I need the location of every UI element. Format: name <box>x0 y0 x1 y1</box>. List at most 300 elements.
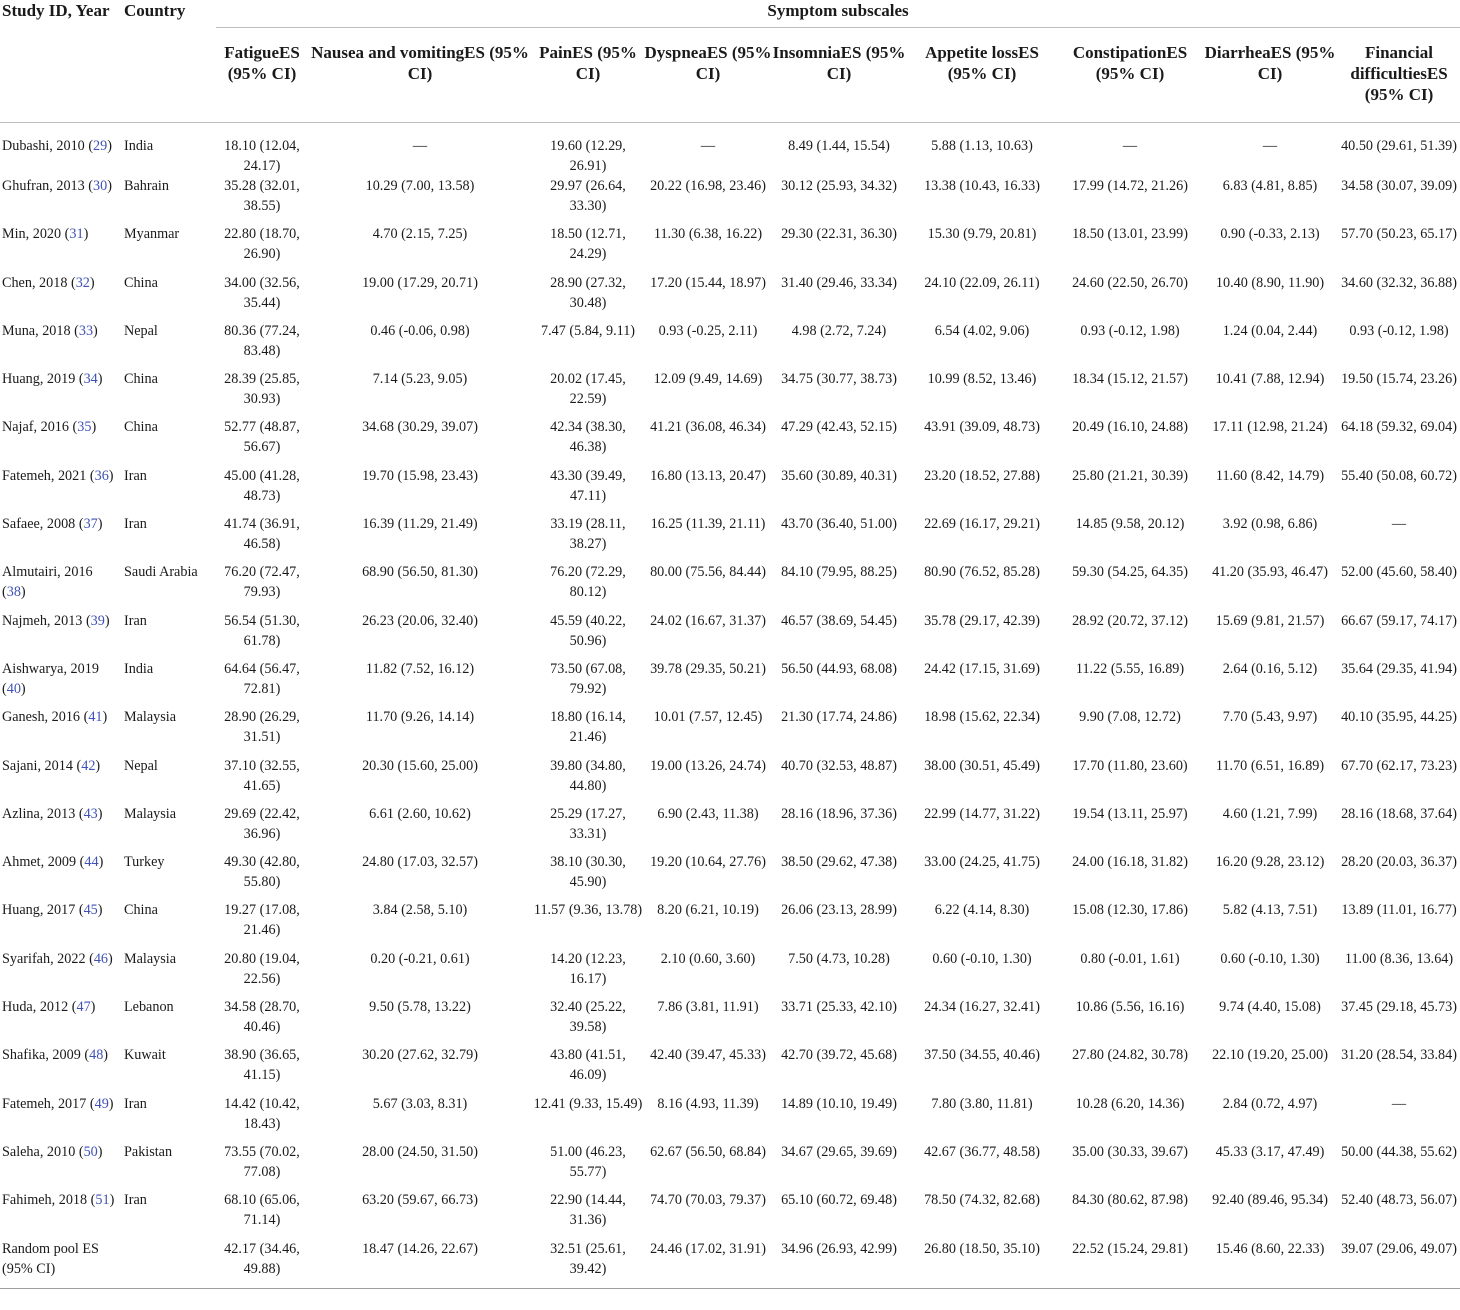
reference-link[interactable]: 44 <box>84 854 99 871</box>
value-cell: 10.28 (6.20, 14.36) <box>1075 1095 1185 1112</box>
study-cell: Azlina, 2013 (43) <box>2 805 103 822</box>
value-cell: 28.39 (25.85, 30.93) <box>224 371 300 408</box>
value-cell: 80.90 (76.52, 85.28) <box>924 564 1040 581</box>
value-cell: 7.70 (5.43, 9.97) <box>1222 709 1318 726</box>
value-cell: 0.93 (-0.25, 2.11) <box>658 322 758 339</box>
value-cell: — <box>700 138 716 154</box>
country-cell: China <box>124 419 158 436</box>
value-cell: 8.16 (4.93, 11.39) <box>657 1095 759 1112</box>
value-cell: 19.00 (17.29, 20.71) <box>362 274 478 291</box>
table-row <box>0 756 1460 804</box>
study-name: Fatemeh, 2017 <box>2 1095 87 1112</box>
value-cell: 2.10 (0.60, 3.60) <box>660 950 756 967</box>
value-cell: 19.00 (13.26, 24.74) <box>650 757 766 774</box>
column-header: PainES (95% CI) <box>532 28 644 123</box>
value-cell: 0.20 (-0.21, 0.61) <box>370 950 470 967</box>
value-cell: 28.20 (20.03, 36.37) <box>1341 854 1457 871</box>
value-cell: 78.50 (74.32, 82.68) <box>924 1192 1040 1209</box>
value-cell: 45.33 (3.17, 47.49) <box>1215 1143 1325 1160</box>
value-cell: 19.27 (17.08, 21.46) <box>224 902 300 939</box>
value-cell: 80.36 (77.24, 83.48) <box>224 322 300 359</box>
value-cell: 42.17 (34.46, 49.88) <box>216 1239 308 1289</box>
value-cell: 32.40 (25.22, 39.58) <box>550 999 626 1036</box>
value-cell: 42.34 (38.30, 46.38) <box>550 419 626 456</box>
value-cell: 11.30 (6.38, 16.22) <box>653 226 763 243</box>
value-cell: 11.00 (8.36, 13.64) <box>1344 950 1454 967</box>
table-row <box>0 1239 1460 1289</box>
value-cell: 21.30 (17.74, 24.86) <box>781 709 897 726</box>
study-cell: Huang, 2019 (34) <box>2 371 103 388</box>
value-cell: 0.60 (-0.10, 1.30) <box>1220 950 1320 967</box>
value-cell: 5.88 (1.13, 10.63) <box>931 138 1033 154</box>
table-row <box>0 997 1460 1045</box>
study-cell: Huda, 2012 (47) <box>2 999 96 1016</box>
reference-link[interactable]: 45 <box>83 902 98 919</box>
value-cell: 38.50 (29.62, 47.38) <box>781 854 897 871</box>
value-cell: 39.07 (29.06, 49.07) <box>1338 1239 1460 1289</box>
study-name: Najaf, 2016 <box>2 419 69 436</box>
value-cell: 64.18 (59.32, 69.04) <box>1341 419 1457 436</box>
value-cell: 16.80 (13.13, 20.47) <box>650 467 766 484</box>
study-cell: Ghufran, 2013 (30) <box>2 178 112 194</box>
value-cell: 52.40 (48.73, 56.07) <box>1341 1192 1457 1209</box>
value-cell: 35.64 (29.35, 41.94) <box>1341 660 1457 677</box>
country-cell: Kuwait <box>124 1047 166 1064</box>
study-name: Dubashi, 2010 <box>2 138 85 154</box>
study-cell: Shafika, 2009 (48) <box>2 1047 109 1064</box>
value-cell: 23.20 (18.52, 27.88) <box>924 467 1040 484</box>
value-cell: — <box>1262 138 1278 154</box>
study-cell: Syarifah, 2022 (46) <box>2 950 113 967</box>
column-header: ConstipationES (95% CI) <box>1058 28 1202 123</box>
country-cell: China <box>124 902 158 919</box>
study-name: Ganesh, 2016 <box>2 709 81 726</box>
value-cell: 29.69 (22.42, 36.96) <box>224 805 300 842</box>
value-cell: 22.99 (14.77, 31.22) <box>924 805 1040 822</box>
country-cell: Malaysia <box>124 709 177 726</box>
study-cell: Fahimeh, 2018 (51) <box>2 1192 115 1209</box>
value-cell: 40.50 (29.61, 51.39) <box>1341 138 1457 154</box>
value-cell: 57.70 (50.23, 65.17) <box>1341 226 1457 243</box>
value-cell: 10.86 (5.56, 16.16) <box>1075 999 1185 1016</box>
value-cell: 18.50 (13.01, 23.99) <box>1072 226 1188 243</box>
value-cell: 20.22 (16.98, 23.46) <box>650 178 766 194</box>
value-cell: 20.02 (17.45, 22.59) <box>550 371 626 408</box>
reference-link[interactable]: 49 <box>94 1095 109 1112</box>
study-name: Saleha, 2010 <box>2 1143 76 1160</box>
reference-link[interactable]: 42 <box>81 757 96 774</box>
value-cell: 17.99 (14.72, 21.26) <box>1072 178 1188 194</box>
table-row <box>0 176 1460 224</box>
study-cell: Min, 2020 (31) <box>2 226 89 243</box>
study-name: Huang, 2019 <box>2 371 76 388</box>
value-cell: 0.80 (-0.01, 1.61) <box>1080 950 1180 967</box>
value-cell: 56.50 (44.93, 68.08) <box>781 660 897 677</box>
value-cell: 41.21 (36.08, 46.34) <box>650 419 766 436</box>
value-cell: 30.12 (25.93, 34.32) <box>781 178 897 194</box>
reference-link[interactable]: 43 <box>83 805 98 822</box>
value-cell: 28.90 (26.29, 31.51) <box>224 709 300 746</box>
value-cell: 26.23 (20.06, 32.40) <box>362 612 478 629</box>
value-cell: 19.60 (12.29, 26.91) <box>550 138 626 174</box>
country-cell: Saudi Arabia <box>124 564 198 581</box>
value-cell: 38.90 (36.65, 41.15) <box>224 1047 300 1084</box>
value-cell: 19.20 (10.64, 27.76) <box>650 854 766 871</box>
country-cell: China <box>124 274 158 291</box>
value-cell: 7.86 (3.81, 11.91) <box>657 999 759 1016</box>
table-row <box>0 123 1460 177</box>
study-cell: Sajani, 2014 (42) <box>2 757 101 774</box>
value-cell: 24.80 (17.03, 32.57) <box>362 854 478 871</box>
study-cell: Fatemeh, 2021 (36) <box>2 467 114 484</box>
value-cell: 31.20 (28.54, 33.84) <box>1341 1047 1457 1064</box>
value-cell: 22.52 (15.24, 29.81) <box>1058 1239 1202 1289</box>
value-cell: 24.42 (17.15, 31.69) <box>924 660 1040 677</box>
column-header: InsomniaES (95% CI) <box>772 28 906 123</box>
value-cell: — <box>1391 1095 1407 1112</box>
value-cell: 35.60 (30.89, 40.31) <box>781 467 897 484</box>
value-cell: 34.75 (30.77, 38.73) <box>781 371 897 388</box>
table-row <box>0 224 1460 272</box>
value-cell: 33.19 (28.11, 38.27) <box>550 516 626 553</box>
study-name: Najmeh, 2013 <box>2 612 83 629</box>
value-cell: 0.93 (-0.12, 1.98) <box>1080 322 1180 339</box>
value-cell: 51.00 (46.23, 55.77) <box>550 1143 626 1180</box>
value-cell: 6.22 (4.14, 8.30) <box>934 902 1030 919</box>
country-cell: Iran <box>124 1192 147 1209</box>
value-cell: 12.41 (9.33, 15.49) <box>533 1095 643 1112</box>
table-row <box>0 1045 1460 1093</box>
table-row <box>0 707 1460 755</box>
table-row <box>0 273 1460 321</box>
value-cell: 14.42 (10.42, 18.43) <box>224 1095 300 1132</box>
country-cell: Nepal <box>124 322 158 339</box>
value-cell: 0.90 (-0.33, 2.13) <box>1220 226 1320 243</box>
value-cell: 24.34 (16.27, 32.41) <box>924 999 1040 1016</box>
value-cell: 84.30 (80.62, 87.98) <box>1072 1192 1188 1209</box>
value-cell: 43.80 (41.51, 46.09) <box>550 1047 626 1084</box>
value-cell: 45.59 (40.22, 50.96) <box>550 612 626 649</box>
table-row <box>0 659 1460 707</box>
value-cell: 4.98 (2.72, 7.24) <box>791 322 887 339</box>
value-cell: 13.89 (11.01, 16.77) <box>1341 902 1457 919</box>
value-cell: 42.67 (36.77, 48.58) <box>924 1143 1040 1160</box>
value-cell: 35.78 (29.17, 42.39) <box>924 612 1040 629</box>
country-cell: Pakistan <box>124 1143 173 1160</box>
value-cell: 84.10 (79.95, 88.25) <box>781 564 897 581</box>
value-cell: 14.20 (12.23, 16.17) <box>550 950 626 987</box>
value-cell: 55.40 (50.08, 60.72) <box>1341 467 1457 484</box>
reference-link[interactable]: 40 <box>6 680 21 697</box>
value-cell: 11.22 (5.55, 16.89) <box>1075 660 1185 677</box>
study-name: Random pool ES (95% CI) <box>2 1240 99 1277</box>
value-cell: 46.57 (38.69, 54.45) <box>781 612 897 629</box>
value-cell: 11.70 (9.26, 14.14) <box>365 709 475 726</box>
value-cell: 24.46 (17.02, 31.91) <box>644 1239 772 1289</box>
value-cell: 18.10 (12.04, 24.17) <box>224 138 300 174</box>
country-cell: Malaysia <box>124 950 177 967</box>
table-row <box>0 611 1460 659</box>
value-cell: 41.20 (35.93, 46.47) <box>1212 564 1328 581</box>
reference-link[interactable]: 46 <box>93 950 109 967</box>
country-cell: Bahrain <box>124 178 169 194</box>
value-cell: 18.50 (12.71, 24.29) <box>550 226 626 263</box>
value-cell: 16.20 (9.28, 23.12) <box>1215 854 1325 871</box>
value-cell: 9.50 (5.78, 13.22) <box>369 999 471 1016</box>
country-cell: Iran <box>124 1095 147 1112</box>
value-cell: 11.82 (7.52, 16.12) <box>365 660 475 677</box>
value-cell: 15.30 (9.79, 20.81) <box>927 226 1037 243</box>
value-cell: 26.06 (23.13, 28.99) <box>781 902 897 919</box>
value-cell: 29.97 (26.64, 33.30) <box>550 178 626 214</box>
value-cell: 6.61 (2.60, 10.62) <box>369 805 471 822</box>
value-cell: 62.67 (56.50, 68.84) <box>650 1143 766 1160</box>
value-cell: 0.46 (-0.06, 0.98) <box>370 322 470 339</box>
study-cell: Chen, 2018 (32) <box>2 274 95 291</box>
value-cell: 43.70 (36.40, 51.00) <box>781 516 897 533</box>
table-body <box>0 123 1460 1289</box>
value-cell: 18.80 (16.14, 21.46) <box>550 709 626 746</box>
table-row <box>0 804 1460 852</box>
column-header: Financial difficultiesES (95% CI) <box>1338 28 1460 123</box>
value-cell: 17.11 (12.98, 21.24) <box>1212 419 1328 436</box>
study-name: Huda, 2012 <box>2 999 69 1016</box>
study-cell: Najaf, 2016 (35) <box>2 419 97 436</box>
value-cell: 37.10 (32.55, 41.65) <box>224 757 300 794</box>
value-cell: 16.25 (11.39, 21.11) <box>650 516 766 533</box>
value-cell: 0.93 (-0.12, 1.98) <box>1349 322 1449 339</box>
country-cell: Malaysia <box>124 805 177 822</box>
value-cell: 11.70 (6.51, 16.89) <box>1215 757 1325 774</box>
value-cell: 74.70 (70.03, 79.37) <box>650 1192 766 1209</box>
value-cell: 24.10 (22.09, 26.11) <box>924 274 1040 291</box>
country-cell: India <box>124 138 154 154</box>
reference-link[interactable]: 30 <box>93 178 108 194</box>
study-cell: Fatemeh, 2017 (49) <box>2 1095 114 1112</box>
value-cell: 19.50 (15.74, 23.26) <box>1341 371 1457 388</box>
value-cell: 2.84 (0.72, 4.97) <box>1222 1095 1318 1112</box>
value-cell: 14.89 (10.10, 19.49) <box>781 1095 897 1112</box>
reference-link[interactable]: 32 <box>75 274 90 291</box>
value-cell: 8.20 (6.21, 10.19) <box>657 902 759 919</box>
value-cell: 30.20 (27.62, 32.79) <box>362 1047 478 1064</box>
study-name: Almutairi, 2016 <box>2 564 93 581</box>
value-cell: 52.00 (45.60, 58.40) <box>1341 564 1457 581</box>
reference-link[interactable]: 48 <box>89 1047 104 1064</box>
value-cell: 3.84 (2.58, 5.10) <box>372 902 468 919</box>
study-name: Fatemeh, 2021 <box>2 467 87 484</box>
value-cell: 10.41 (7.88, 12.94) <box>1215 371 1325 388</box>
value-cell: 7.47 (5.84, 9.11) <box>540 322 636 339</box>
header-country: Country <box>120 0 216 123</box>
study-name: Fahimeh, 2018 <box>2 1192 88 1209</box>
reference-link[interactable]: 33 <box>78 322 94 339</box>
value-cell: 52.77 (48.87, 56.67) <box>224 419 300 456</box>
value-cell: 26.80 (18.50, 35.10) <box>906 1239 1058 1289</box>
value-cell: 49.30 (42.80, 55.80) <box>224 854 300 891</box>
value-cell: 24.02 (16.67, 31.37) <box>650 612 766 629</box>
reference-link[interactable]: 35 <box>77 419 92 436</box>
value-cell: 9.90 (7.08, 12.72) <box>1079 709 1181 726</box>
country-cell: Iran <box>124 612 147 629</box>
value-cell: 56.54 (51.30, 61.78) <box>224 612 300 649</box>
reference-link[interactable]: 38 <box>6 584 21 601</box>
study-name: Shafika, 2009 <box>2 1047 81 1064</box>
value-cell: 42.40 (39.47, 45.33) <box>650 1047 766 1064</box>
reference-link[interactable]: 39 <box>90 612 105 629</box>
country-cell: China <box>124 371 158 388</box>
value-cell: 18.98 (15.62, 22.34) <box>924 709 1040 726</box>
value-cell: 22.90 (14.44, 31.36) <box>550 1192 626 1229</box>
reference-link[interactable]: 31 <box>69 226 84 243</box>
value-cell: 4.60 (1.21, 7.99) <box>1222 805 1318 822</box>
study-cell: Muna, 2018 (33) <box>2 322 98 339</box>
value-cell: 28.92 (20.72, 37.12) <box>1072 612 1188 629</box>
column-header: FatigueES (95% CI) <box>216 28 308 123</box>
value-cell: 43.30 (39.49, 47.11) <box>550 467 626 504</box>
reference-link[interactable]: 34 <box>83 371 98 388</box>
value-cell: 73.50 (67.08, 79.92) <box>550 660 626 697</box>
value-cell: 66.67 (59.17, 74.17) <box>1341 612 1457 629</box>
value-cell: 15.46 (8.60, 22.33) <box>1202 1239 1338 1289</box>
value-cell: 15.69 (9.81, 21.57) <box>1215 612 1325 629</box>
value-cell: 3.92 (0.98, 6.86) <box>1222 516 1318 533</box>
value-cell: 20.80 (19.04, 22.56) <box>224 950 300 987</box>
study-name: Azlina, 2013 <box>2 805 76 822</box>
table-row <box>0 417 1460 465</box>
study-cell: Najmeh, 2013 (39) <box>2 612 110 629</box>
value-cell: 76.20 (72.47, 79.93) <box>224 564 300 601</box>
value-cell: 6.83 (4.81, 8.85) <box>1222 178 1318 194</box>
value-cell: 18.34 (15.12, 21.57) <box>1072 371 1188 388</box>
value-cell: 40.10 (35.95, 44.25) <box>1341 709 1457 726</box>
study-name: Ahmet, 2009 <box>2 854 77 871</box>
value-cell: 22.69 (16.17, 29.21) <box>924 516 1040 533</box>
value-cell: 16.39 (11.29, 21.49) <box>362 516 478 533</box>
value-cell: 39.78 (29.35, 50.21) <box>650 660 766 677</box>
reference-link[interactable]: 29 <box>93 138 108 154</box>
value-cell: — <box>1122 138 1138 154</box>
study-name: Chen, 2018 <box>2 274 68 291</box>
table-row <box>0 852 1460 900</box>
value-cell: 13.38 (10.43, 16.33) <box>924 178 1040 194</box>
value-cell: 41.74 (36.91, 46.58) <box>224 516 300 553</box>
study-name: Syarifah, 2022 <box>2 950 86 967</box>
value-cell: 76.20 (72.29, 80.12) <box>550 564 626 601</box>
value-cell: 34.00 (32.56, 35.44) <box>224 274 300 311</box>
reference-link[interactable]: 37 <box>83 516 98 533</box>
study-name: Sajani, 2014 <box>2 757 73 774</box>
value-cell: 19.70 (15.98, 23.43) <box>362 467 478 484</box>
header-study: Study ID, Year <box>0 0 120 123</box>
country-cell: India <box>124 660 154 677</box>
reference-link[interactable]: 41 <box>88 709 103 726</box>
table-row <box>0 1142 1460 1190</box>
value-cell: 37.45 (29.18, 45.73) <box>1341 999 1457 1016</box>
table-row <box>0 466 1460 514</box>
value-cell: 22.10 (19.20, 25.00) <box>1212 1047 1328 1064</box>
value-cell: 28.00 (24.50, 31.50) <box>362 1143 478 1160</box>
value-cell: 4.70 (2.15, 7.25) <box>372 226 468 243</box>
value-cell: 43.91 (39.09, 48.73) <box>924 419 1040 436</box>
value-cell: 28.16 (18.68, 37.64) <box>1341 805 1457 822</box>
value-cell: 45.00 (41.28, 48.73) <box>224 467 300 504</box>
value-cell: 34.58 (28.70, 40.46) <box>224 999 300 1036</box>
value-cell: 15.08 (12.30, 17.86) <box>1072 902 1188 919</box>
value-cell: 22.80 (18.70, 26.90) <box>224 226 300 263</box>
value-cell: 35.00 (30.33, 39.67) <box>1072 1143 1188 1160</box>
value-cell: 27.80 (24.82, 30.78) <box>1072 1047 1188 1064</box>
value-cell: 34.58 (30.07, 39.09) <box>1341 178 1457 194</box>
value-cell: 28.90 (27.32, 30.48) <box>550 274 626 311</box>
value-cell: 19.54 (13.11, 25.97) <box>1072 805 1188 822</box>
value-cell: 24.00 (16.18, 31.82) <box>1072 854 1188 871</box>
value-cell: 37.50 (34.55, 40.46) <box>924 1047 1040 1064</box>
study-name: Muna, 2018 <box>2 322 71 339</box>
study-cell: Dubashi, 2010 (29) <box>2 138 112 154</box>
study-cell: Saleha, 2010 (50) <box>2 1143 103 1160</box>
value-cell: 20.49 (16.10, 24.88) <box>1072 419 1188 436</box>
country-cell: Myanmar <box>124 226 180 243</box>
value-cell: 12.09 (9.49, 14.69) <box>653 371 763 388</box>
value-cell: 10.01 (7.57, 12.45) <box>653 709 763 726</box>
value-cell: — <box>412 138 428 154</box>
study-name: Safaee, 2008 <box>2 516 76 533</box>
value-cell: 10.29 (7.00, 13.58) <box>365 178 475 194</box>
value-cell: 34.67 (29.65, 39.69) <box>781 1143 897 1160</box>
value-cell: 6.90 (2.43, 11.38) <box>657 805 759 822</box>
reference-link[interactable]: 51 <box>95 1192 110 1209</box>
study-cell: Aishwarya, 2019 (40) <box>2 660 99 697</box>
table-row <box>0 949 1460 997</box>
table-row <box>0 369 1460 417</box>
reference-link[interactable]: 50 <box>83 1143 98 1160</box>
value-cell: 34.60 (32.32, 36.88) <box>1341 274 1457 291</box>
value-cell: 31.40 (29.46, 33.34) <box>781 274 897 291</box>
value-cell: 68.90 (56.50, 81.30) <box>362 564 478 581</box>
value-cell: 92.40 (89.46, 95.34) <box>1212 1192 1328 1209</box>
table-row <box>0 900 1460 948</box>
country-cell: Lebanon <box>124 999 174 1016</box>
country-cell: Nepal <box>124 757 158 774</box>
value-cell: 24.60 (22.50, 26.70) <box>1072 274 1188 291</box>
value-cell: 38.10 (30.30, 45.90) <box>550 854 626 891</box>
value-cell: 11.60 (8.42, 14.79) <box>1215 467 1325 484</box>
study-cell: Safaee, 2008 (37) <box>2 516 103 533</box>
reference-link[interactable]: 36 <box>94 467 109 484</box>
value-cell: 2.64 (0.16, 5.12) <box>1222 660 1318 677</box>
value-cell: 65.10 (60.72, 69.48) <box>781 1192 897 1209</box>
reference-link[interactable]: 47 <box>76 999 91 1016</box>
study-name: Aishwarya, 2019 <box>2 660 99 677</box>
value-cell: 5.67 (3.03, 8.31) <box>372 1095 468 1112</box>
study-name: Min, 2020 <box>2 226 62 243</box>
value-cell: 1.24 (0.04, 2.44) <box>1222 322 1318 339</box>
value-cell: 25.80 (21.21, 30.39) <box>1072 467 1188 484</box>
value-cell: 80.00 (75.56, 84.44) <box>650 564 766 581</box>
value-cell: 18.47 (14.26, 22.67) <box>308 1239 532 1289</box>
table-row <box>0 1190 1460 1238</box>
value-cell: — <box>1391 516 1407 533</box>
value-cell: 63.20 (59.67, 66.73) <box>362 1192 478 1209</box>
value-cell: 28.16 (18.96, 37.36) <box>781 805 897 822</box>
value-cell: 29.30 (22.31, 36.30) <box>781 226 897 243</box>
table-row <box>0 321 1460 369</box>
column-header: Nausea and vomitingES (95% CI) <box>308 28 532 123</box>
country-cell: Iran <box>124 516 147 533</box>
value-cell: 64.64 (56.47, 72.81) <box>224 660 300 697</box>
value-cell: 7.50 (4.73, 10.28) <box>788 950 890 967</box>
